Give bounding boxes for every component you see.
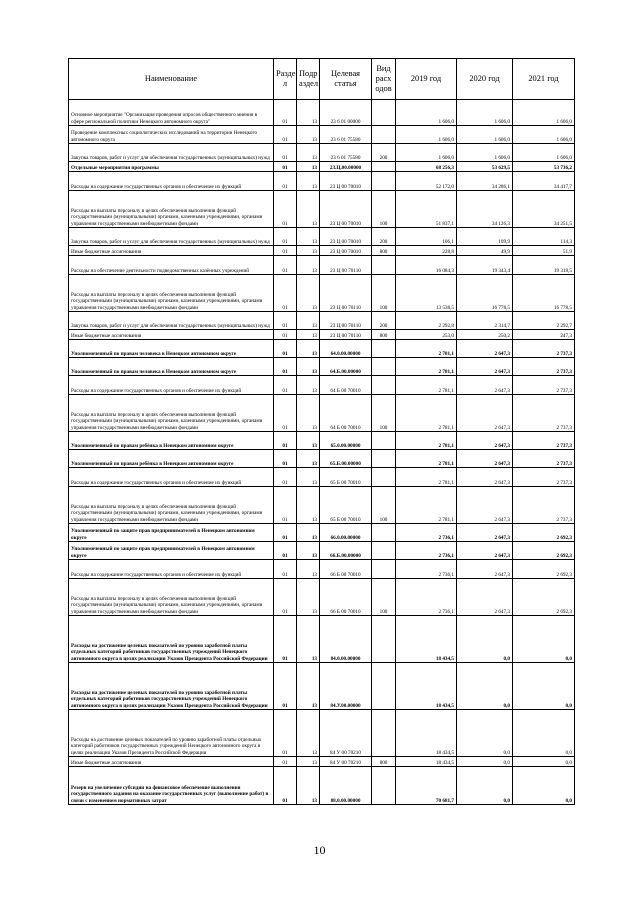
table-row [69, 663, 575, 710]
cell-vid [372, 340, 396, 358]
table-row [69, 395, 575, 432]
cell-2020: 2 647,3 [457, 560, 513, 579]
cell-2019: 2 781,1 [396, 432, 457, 450]
table-row [69, 162, 575, 172]
cell-razdel: 01 [274, 560, 297, 579]
cell-2019: 70 681,7 [396, 767, 457, 805]
cell-2021: 2 292,7 [513, 312, 575, 330]
cell-vid: 100 [372, 487, 396, 524]
table-row [69, 450, 575, 468]
cell-name: Резерв на увеличение субсидии на финансовое обеспечение выполнения государственного задания на оказание государственных услуг (выполнение работ) в связи с изменением нормативных затрат [69, 767, 274, 805]
cell-target: 23 Ц 00 70110 [320, 256, 372, 275]
cell-2020: 0,0 [457, 616, 513, 663]
cell-2019: 2 781,1 [396, 358, 457, 376]
cell-2020: 2 647,3 [457, 340, 513, 358]
cell-target: 23 Ц 00 70010 [320, 191, 372, 228]
cell-podrazdel: 13 [297, 432, 320, 450]
cell-2020: 0,0 [457, 710, 513, 757]
cell-2019: 1 606,0 [396, 100, 457, 126]
cell-name: Отдельные мероприятия программы [69, 162, 274, 172]
cell-2019: 16 084,3 [396, 256, 457, 275]
cell-2019: 1 606,0 [396, 144, 457, 162]
cell-vid [372, 126, 396, 144]
cell-podrazdel: 13 [297, 579, 320, 616]
cell-vid [372, 616, 396, 663]
cell-razdel: 01 [274, 191, 297, 228]
cell-target: 23 Ц 00 70010 [320, 228, 372, 246]
cell-2019: 106,1 [396, 228, 457, 246]
cell-razdel: 01 [274, 126, 297, 144]
cell-name: Уполномоченный по правам ребёнка в Ненецком автономном округе [69, 432, 274, 450]
header-name: Наименование [69, 59, 274, 100]
cell-target: 66 Б 00 70010 [320, 560, 372, 579]
cell-name: Основное мероприятие "Организация проведения опросов общественного мнения в сфере региональной политики Ненецкого автономного округа" [69, 100, 274, 126]
cell-vid [372, 524, 396, 542]
cell-razdel: 01 [274, 376, 297, 395]
cell-name: Расходы на достижение целевых показателей по уровню заработной платы отдельных категорий работников государственных учреждений Ненецкого автономного округа в целях реализации Указов Президента Российской Федерации [69, 663, 274, 710]
cell-name: Расходы на выплаты персоналу в целях обеспечения выполнения функций государственными (муниципальными) органами, казенными учреждениями, органами управления государственными внебюджетными фондами [69, 395, 274, 432]
cell-razdel: 01 [274, 172, 297, 191]
cell-2021: 0,0 [513, 710, 575, 757]
cell-name: Расходы на выплаты персоналу в целях обеспечения выполнения функций государственными (муниципальными) органами, казенными учреждениями, органами управления государственными внебюджетными фондами [69, 191, 274, 228]
cell-podrazdel: 13 [297, 275, 320, 312]
cell-podrazdel: 13 [297, 312, 320, 330]
cell-2021: 1 606,0 [513, 144, 575, 162]
cell-2020: 1 606,0 [457, 144, 513, 162]
cell-target: 65.Б.00.00000 [320, 450, 372, 468]
cell-vid [372, 710, 396, 757]
table-body [69, 100, 575, 805]
cell-name: Уполномоченный по правам человека в Ненецком автономном округе [69, 358, 274, 376]
cell-name: Уполномоченный по защите прав предпринимателей в Ненецком автономном округе [69, 524, 274, 542]
cell-2020: 16 778,5 [457, 275, 513, 312]
cell-2021: 19 318,5 [513, 256, 575, 275]
table-row [69, 542, 575, 560]
cell-razdel: 01 [274, 228, 297, 246]
cell-razdel: 01 [274, 616, 297, 663]
cell-razdel: 01 [274, 144, 297, 162]
header-podrazdel: Подр аздел [297, 59, 320, 100]
table-row [69, 256, 575, 275]
cell-razdel: 01 [274, 757, 297, 767]
cell-2021: 1 606,0 [513, 100, 575, 126]
cell-target: 23 Ц 00 70110 [320, 330, 372, 340]
header-2020: 2020 год [457, 59, 513, 100]
cell-target: 65 Б 00 70010 [320, 487, 372, 524]
cell-vid [372, 468, 396, 487]
cell-2021: 2 692,3 [513, 524, 575, 542]
cell-vid: 800 [372, 757, 396, 767]
cell-vid [372, 432, 396, 450]
cell-2021: 16 778,5 [513, 275, 575, 312]
cell-razdel: 01 [274, 358, 297, 376]
cell-target: 66 Б 00 70010 [320, 579, 372, 616]
cell-podrazdel: 13 [297, 767, 320, 805]
cell-2020: 2 647,3 [457, 468, 513, 487]
cell-2019: 2 736,1 [396, 524, 457, 542]
cell-2021: 2 737,3 [513, 376, 575, 395]
cell-2019: 2 292,8 [396, 312, 457, 330]
cell-2019: 228,8 [396, 246, 457, 256]
table-row [69, 330, 575, 340]
cell-vid [372, 663, 396, 710]
cell-razdel: 01 [274, 767, 297, 805]
cell-target: 65.0.00.00000 [320, 432, 372, 450]
cell-razdel: 01 [274, 395, 297, 432]
cell-target: 84 У 00 70210 [320, 710, 372, 757]
cell-2021: 2 692,3 [513, 542, 575, 560]
cell-name: Закупка товаров, работ и услуг для обеспечения государственных (муниципальных) нужд [69, 228, 274, 246]
cell-name: Расходы на достижение целевых показателей по уровню заработной платы отдельных категорий работников государственных учреждений Ненецкого автономного округа в целях реализации Указов Президента Российской Федерации [69, 616, 274, 663]
cell-2020: 1 606,0 [457, 126, 513, 144]
cell-podrazdel: 13 [297, 256, 320, 275]
cell-2021: 2 737,3 [513, 468, 575, 487]
cell-vid: 800 [372, 330, 396, 340]
cell-vid: 100 [372, 579, 396, 616]
table-row [69, 172, 575, 191]
cell-razdel: 01 [274, 579, 297, 616]
cell-target: 66.0.00.00000 [320, 524, 372, 542]
table-row [69, 246, 575, 256]
cell-2020: 2 647,3 [457, 376, 513, 395]
cell-2020: 0,0 [457, 757, 513, 767]
cell-2021: 247,3 [513, 330, 575, 340]
cell-podrazdel: 13 [297, 340, 320, 358]
cell-target: 64.Б.00.00000 [320, 358, 372, 376]
cell-2019: 13 538,5 [396, 275, 457, 312]
cell-name: Проведение комплексных социологических исследований на территории Ненецкого автономного округа [69, 126, 274, 144]
cell-target: 66.Б.00.00000 [320, 542, 372, 560]
cell-2019: 2 781,1 [396, 376, 457, 395]
cell-razdel: 01 [274, 246, 297, 256]
cell-target: 84.У.00.00000 [320, 663, 372, 710]
cell-vid [372, 560, 396, 579]
cell-name: Закупка товаров, работ и услуг для обеспечения государственных (муниципальных) нужд [69, 144, 274, 162]
cell-vid [372, 256, 396, 275]
cell-podrazdel: 13 [297, 616, 320, 663]
cell-podrazdel: 13 [297, 126, 320, 144]
budget-table [68, 58, 575, 805]
cell-2021: 2 737,3 [513, 358, 575, 376]
cell-podrazdel: 13 [297, 710, 320, 757]
table-row [69, 358, 575, 376]
table-row [69, 312, 575, 330]
cell-2021: 0,0 [513, 757, 575, 767]
cell-podrazdel: 13 [297, 757, 320, 767]
cell-2019: 52 172,0 [396, 172, 457, 191]
cell-2020: 2 647,3 [457, 358, 513, 376]
cell-2021: 2 692,3 [513, 560, 575, 579]
cell-target: 84 У 00 70210 [320, 757, 372, 767]
cell-2020: 1 606,0 [457, 100, 513, 126]
cell-2019: 18 434,5 [396, 710, 457, 757]
budget-page [68, 58, 574, 805]
cell-podrazdel: 13 [297, 468, 320, 487]
cell-2021: 0,0 [513, 663, 575, 710]
cell-podrazdel: 13 [297, 450, 320, 468]
cell-2021: 2 737,3 [513, 395, 575, 432]
cell-podrazdel: 13 [297, 395, 320, 432]
cell-podrazdel: 13 [297, 162, 320, 172]
cell-2019: 2 736,1 [396, 560, 457, 579]
table-row [69, 275, 575, 312]
cell-vid [372, 358, 396, 376]
cell-name: Расходы на содержание государственных органов и обеспечение их функций [69, 376, 274, 395]
cell-target: 23 6 01 75580 [320, 144, 372, 162]
header-razdel: Разде л [274, 59, 297, 100]
cell-podrazdel: 13 [297, 191, 320, 228]
cell-razdel: 01 [274, 487, 297, 524]
cell-vid [372, 172, 396, 191]
cell-razdel: 01 [274, 542, 297, 560]
cell-podrazdel: 13 [297, 487, 320, 524]
cell-2020: 2 647,3 [457, 395, 513, 432]
cell-name: Закупка товаров, работ и услуг для обеспечения государственных (муниципальных) нужд [69, 312, 274, 330]
cell-razdel: 01 [274, 256, 297, 275]
cell-razdel: 01 [274, 162, 297, 172]
table-row [69, 560, 575, 579]
cell-podrazdel: 13 [297, 542, 320, 560]
cell-2019: 18 434,5 [396, 663, 457, 710]
cell-podrazdel: 13 [297, 228, 320, 246]
cell-2019: 18 434,5 [396, 757, 457, 767]
cell-2019: 2 736,1 [396, 542, 457, 560]
table-row [69, 468, 575, 487]
cell-podrazdel: 13 [297, 376, 320, 395]
header-vid: Вид расх одов [372, 59, 396, 100]
cell-vid: 200 [372, 228, 396, 246]
cell-2021: 2 737,3 [513, 340, 575, 358]
cell-2020: 2 314,7 [457, 312, 513, 330]
cell-2019: 2 736,1 [396, 579, 457, 616]
cell-target: 23 Ц 00 70110 [320, 275, 372, 312]
cell-2020: 2 647,3 [457, 487, 513, 524]
cell-2020: 53 629,5 [457, 162, 513, 172]
cell-2021: 34 251,5 [513, 191, 575, 228]
header-2019: 2019 год [396, 59, 457, 100]
cell-razdel: 01 [274, 524, 297, 542]
table-row [69, 191, 575, 228]
table-row [69, 376, 575, 395]
cell-podrazdel: 13 [297, 330, 320, 340]
cell-name: Уполномоченный по защите прав предпринимателей в Ненецком автономном округе [69, 542, 274, 560]
cell-2019: 18 434,5 [396, 616, 457, 663]
cell-razdel: 01 [274, 312, 297, 330]
cell-2020: 2 647,3 [457, 432, 513, 450]
cell-2019: 2 781,1 [396, 395, 457, 432]
cell-2020: 34 126,3 [457, 191, 513, 228]
cell-vid: 800 [372, 246, 396, 256]
cell-vid: 100 [372, 395, 396, 432]
cell-razdel: 01 [274, 100, 297, 126]
cell-podrazdel: 13 [297, 358, 320, 376]
cell-name: Расходы на выплаты персоналу в целях обеспечения выполнения функций государственными (муниципальными) органами, казенными учреждениями, органами управления государственными внебюджетными фондами [69, 579, 274, 616]
cell-podrazdel: 13 [297, 524, 320, 542]
cell-vid: 100 [372, 191, 396, 228]
table-row [69, 340, 575, 358]
table-row [69, 710, 575, 757]
cell-vid: 200 [372, 144, 396, 162]
cell-target: 64 Б 00 70010 [320, 395, 372, 432]
cell-2020: 109,9 [457, 228, 513, 246]
cell-2019: 2 781,1 [396, 468, 457, 487]
header-target: Целевая статья [320, 59, 372, 100]
cell-name: Расходы на достижение целевых показателей по уровню заработной платы отдельных категорий работников государственных учреждений Ненецкого автономного округа в целях реализации Указов Президента Российской Федерации [69, 710, 274, 757]
table-row [69, 767, 575, 805]
cell-2021: 2 737,3 [513, 432, 575, 450]
table-row [69, 487, 575, 524]
table-row [69, 100, 575, 126]
cell-2020: 2 647,3 [457, 579, 513, 616]
table-row [69, 616, 575, 663]
cell-razdel: 01 [274, 468, 297, 487]
cell-2021: 51,9 [513, 246, 575, 256]
table-row [69, 432, 575, 450]
table-row [69, 126, 575, 144]
cell-target: 23 Ц 00 70010 [320, 172, 372, 191]
cell-2019: 51 837,1 [396, 191, 457, 228]
cell-podrazdel: 13 [297, 560, 320, 579]
cell-target: 23 Ц 00 70110 [320, 312, 372, 330]
cell-vid [372, 376, 396, 395]
table-row [69, 524, 575, 542]
cell-target: 23 6 01 00000 [320, 100, 372, 126]
cell-podrazdel: 13 [297, 100, 320, 126]
cell-2019: 2 781,1 [396, 450, 457, 468]
table-row [69, 144, 575, 162]
cell-target: 64.0.00.00000 [320, 340, 372, 358]
table-row [69, 757, 575, 767]
cell-name: Расходы на выплаты персоналу в целях обеспечения выполнения функций государственными (муниципальными) органами, казенными учреждениями, органами управления государственными внебюджетными фондами [69, 275, 274, 312]
cell-2020: 34 286,1 [457, 172, 513, 191]
cell-2020: 49,9 [457, 246, 513, 256]
cell-2021: 53 736,2 [513, 162, 575, 172]
cell-2019: 2 781,1 [396, 340, 457, 358]
cell-podrazdel: 13 [297, 663, 320, 710]
table-row [69, 579, 575, 616]
cell-name: Иные бюджетные ассигнования [69, 757, 274, 767]
cell-2020: 2 647,3 [457, 542, 513, 560]
cell-2021: 114,3 [513, 228, 575, 246]
cell-target: 64 Б 00 70010 [320, 376, 372, 395]
cell-vid [372, 542, 396, 560]
cell-podrazdel: 13 [297, 144, 320, 162]
cell-vid [372, 162, 396, 172]
cell-target: 84.0.00.00000 [320, 616, 372, 663]
cell-name: Иные бюджетные ассигнования [69, 330, 274, 340]
cell-2019: 68 256,3 [396, 162, 457, 172]
cell-podrazdel: 13 [297, 172, 320, 191]
cell-2021: 1 606,0 [513, 126, 575, 144]
table-row [69, 228, 575, 246]
cell-name: Иные бюджетные ассигнования [69, 246, 274, 256]
cell-razdel: 01 [274, 710, 297, 757]
cell-2019: 253,0 [396, 330, 457, 340]
cell-2021: 0,0 [513, 616, 575, 663]
cell-target: 23 6 01 75580 [320, 126, 372, 144]
cell-razdel: 01 [274, 663, 297, 710]
cell-vid [372, 100, 396, 126]
cell-razdel: 01 [274, 340, 297, 358]
cell-target: 65 Б 00 70010 [320, 468, 372, 487]
cell-2021: 2 737,3 [513, 450, 575, 468]
cell-2020: 2 647,3 [457, 524, 513, 542]
cell-2021: 2 737,3 [513, 487, 575, 524]
cell-razdel: 01 [274, 450, 297, 468]
cell-2019: 2 781,1 [396, 487, 457, 524]
cell-name: Расходы на выплаты персоналу в целях обеспечения выполнения функций государственными (муниципальными) органами, казенными учреждениями, органами управления государственными внебюджетными фондами [69, 487, 274, 524]
cell-razdel: 01 [274, 330, 297, 340]
cell-2020: 0,0 [457, 663, 513, 710]
cell-vid: 200 [372, 312, 396, 330]
cell-2020: 250,2 [457, 330, 513, 340]
cell-name: Расходы на содержание государственных органов и обеспечение их функций [69, 172, 274, 191]
cell-razdel: 01 [274, 275, 297, 312]
cell-name: Расходы на содержание государственных органов и обеспечение их функций [69, 468, 274, 487]
cell-name: Уполномоченный по правам ребёнка в Ненецком автономном округе [69, 450, 274, 468]
cell-2021: 34 417,7 [513, 172, 575, 191]
cell-name: Расходы на обеспечение деятельности подведомственных казённых учреждений [69, 256, 274, 275]
table-header-row [69, 59, 575, 100]
cell-name: Расходы на содержание государственных органов и обеспечение их функций [69, 560, 274, 579]
cell-target: 23.Ц.00.00000 [320, 162, 372, 172]
cell-2020: 0,0 [457, 767, 513, 805]
cell-target: 23 Ц 00 70010 [320, 246, 372, 256]
header-2021: 2021 год [513, 59, 575, 100]
cell-vid [372, 450, 396, 468]
cell-2020: 2 647,3 [457, 450, 513, 468]
page-number: 10 [313, 843, 326, 857]
cell-2020: 19 343,4 [457, 256, 513, 275]
cell-target: 88.0.00.00000 [320, 767, 372, 805]
cell-2021: 0,0 [513, 767, 575, 805]
cell-2021: 2 692,3 [513, 579, 575, 616]
cell-vid [372, 767, 396, 805]
cell-razdel: 01 [274, 432, 297, 450]
cell-vid: 100 [372, 275, 396, 312]
cell-name: Уполномоченный по правам человека в Ненецком автономном округе [69, 340, 274, 358]
cell-podrazdel: 13 [297, 246, 320, 256]
cell-2019: 1 606,0 [396, 126, 457, 144]
